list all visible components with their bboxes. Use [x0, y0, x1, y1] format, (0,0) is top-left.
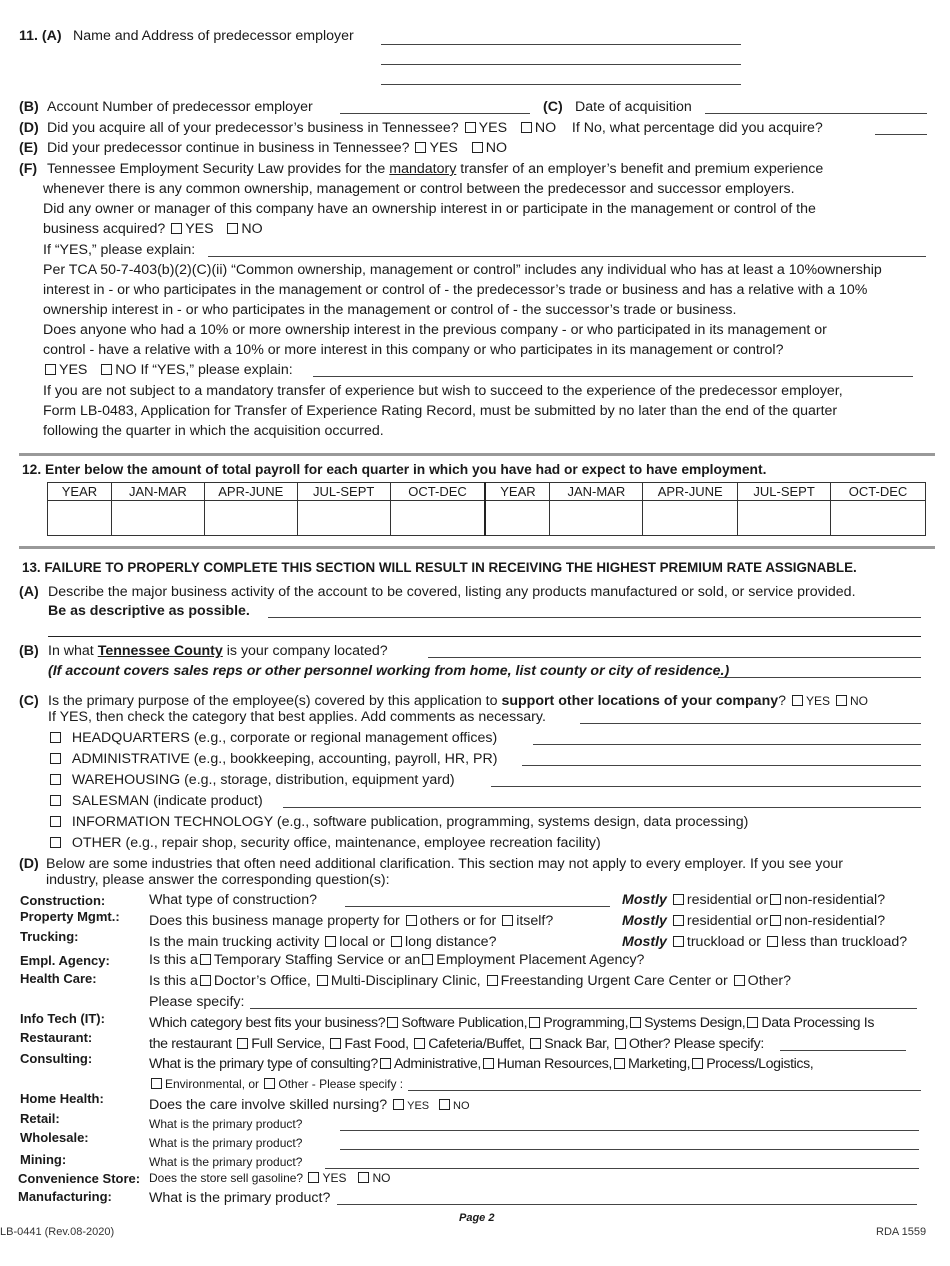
- payroll-input-row: [48, 501, 926, 536]
- restaurant-specify-field[interactable]: [780, 1050, 906, 1051]
- it-q: Which category best fits your business?: [149, 1015, 386, 1031]
- manufacturing-question: What is the primary product?: [149, 1190, 331, 1206]
- page-number: Page 2: [459, 1212, 495, 1224]
- systems-design-checkbox[interactable]: [630, 1017, 641, 1028]
- no-label: NO: [485, 140, 507, 156]
- support-no-checkbox[interactable]: [836, 695, 847, 706]
- health-other-label: Other?: [747, 973, 792, 989]
- rda-number: RDA 1559: [876, 1226, 927, 1238]
- manufacturing-product-field[interactable]: [337, 1204, 917, 1205]
- data-processing-checkbox[interactable]: [747, 1017, 758, 1028]
- section-11-number: 11. (A): [19, 28, 62, 44]
- business-acquired-label: business acquired?: [43, 221, 166, 237]
- marketing-label: Marketing,: [627, 1056, 691, 1072]
- no-label: NO: [849, 694, 868, 708]
- construction-nonresidential-checkbox[interactable]: [770, 894, 781, 905]
- logistics-checkbox[interactable]: [692, 1058, 703, 1069]
- f-line-4: [43, 221, 263, 237]
- support-question-text: Is the primary purpose of the employee(s) covered by this application to: [48, 693, 498, 709]
- software-label: Software Publication,: [401, 1015, 528, 1031]
- f-paragraph-3: following the quarter in which the acquisition occurred.: [43, 423, 384, 439]
- predecessor-address-field-1[interactable]: [381, 64, 741, 65]
- f-line-1: [47, 161, 823, 177]
- home-health-label: Home Health:: [20, 1091, 104, 1106]
- temp-staffing-checkbox[interactable]: [200, 954, 211, 965]
- construction-label: Construction:: [20, 893, 106, 908]
- manufacturing-label: Manufacturing:: [18, 1189, 112, 1204]
- cafeteria-label: Cafeteria/Buffet,: [428, 1036, 525, 1052]
- industries-intro-2: industry, please answer the corresponding question(s):: [46, 872, 390, 888]
- col-header: JAN-MAR: [111, 483, 204, 501]
- owner-yes-checkbox[interactable]: [171, 223, 182, 234]
- empl-q3: Employment Placement Agency?: [436, 952, 645, 968]
- predecessor-address-field-2[interactable]: [381, 84, 741, 85]
- environmental-checkbox[interactable]: [151, 1078, 162, 1089]
- property-q1: Does this business manage property for: [149, 913, 400, 929]
- warehousing-field[interactable]: [491, 786, 921, 787]
- industries-intro-1: Below are some industries that often need additional clarification. This section may not apply to every employer. If you see your: [46, 856, 844, 872]
- health-specify-field[interactable]: [250, 1008, 917, 1009]
- restaurant-question: [149, 1036, 764, 1052]
- urgent-care-checkbox[interactable]: [487, 975, 498, 986]
- yes-label: YES: [429, 140, 458, 156]
- rest-other-label: Other? Please specify:: [628, 1036, 764, 1052]
- trucking-question: [149, 934, 496, 950]
- support-question: [48, 693, 868, 709]
- truckload-label: truckload or: [686, 934, 762, 950]
- support-locations-label: support other locations of your company: [501, 693, 779, 709]
- owner-no-checkbox[interactable]: [227, 223, 238, 234]
- headquarters-field[interactable]: [533, 744, 921, 745]
- it-question: [149, 1015, 874, 1031]
- percentage-field[interactable]: [875, 134, 927, 135]
- tca-line-3: ownership interest in - or who participates in the management or control of - the successor’s trade or business.: [43, 302, 737, 318]
- programming-checkbox[interactable]: [529, 1017, 540, 1028]
- category-salesman: [48, 793, 263, 809]
- payroll-cell[interactable]: [297, 501, 390, 536]
- mining-label: Mining:: [20, 1152, 67, 1167]
- payroll-table: [47, 482, 926, 536]
- date-acquisition-label: Date of acquisition: [575, 99, 692, 115]
- category-administrative: [48, 751, 497, 767]
- full-service-checkbox[interactable]: [237, 1038, 248, 1049]
- mandatory-word: mandatory: [389, 161, 457, 177]
- health-q1: Is this a: [149, 973, 198, 989]
- conv-q: Does the store sell gasoline?: [149, 1171, 304, 1185]
- non-residential-label: non-residential?: [784, 913, 886, 929]
- no-label: NO: [453, 1100, 470, 1112]
- salesman-checkbox[interactable]: [50, 795, 61, 806]
- hr-checkbox[interactable]: [483, 1058, 494, 1069]
- retail-product-field[interactable]: [340, 1130, 919, 1131]
- environmental-label: Environmental, or: [165, 1077, 260, 1091]
- warehousing-checkbox[interactable]: [50, 774, 61, 785]
- mining-question: What is the primary product?: [149, 1155, 303, 1169]
- yes-label: YES: [59, 362, 88, 378]
- health-other-checkbox[interactable]: [734, 975, 745, 986]
- wholesale-label: Wholesale:: [20, 1130, 89, 1145]
- relative-question-1: Does anyone who had a 10% or more ownership interest in the previous company - or who participated in its management or: [43, 322, 827, 338]
- relative-question-3: [43, 362, 293, 378]
- consulting-question: [149, 1056, 813, 1072]
- administrative-label: ADMINISTRATIVE (e.g., bookkeeping, accounting, payroll, HR, PR): [71, 751, 498, 767]
- empl-q1: Is this a: [149, 952, 198, 968]
- county-post: is your company located?: [226, 643, 388, 659]
- health-care-label: Health Care:: [20, 971, 97, 986]
- category-headquarters: [48, 730, 497, 746]
- full-service-label: Full Service,: [251, 1036, 325, 1052]
- section-13-heading: 13. FAILURE TO PROPERLY COMPLETE THIS SECTION WILL RESULT IN RECEIVING THE HIGHEST PREMIUM RATE ASSIGNABLE.: [22, 560, 857, 575]
- consulting-question-2: [149, 1078, 403, 1092]
- urgent-care-label: Freestanding Urgent Care Center or: [500, 973, 728, 989]
- property-q2: others or for: [419, 913, 497, 929]
- truckload-checkbox[interactable]: [673, 936, 684, 947]
- gasoline-no-checkbox[interactable]: [358, 1172, 369, 1183]
- account-number-label: Account Number of predecessor employer: [47, 99, 313, 115]
- software-checkbox[interactable]: [387, 1017, 398, 1028]
- empl-agency-label: Empl. Agency:: [20, 953, 110, 968]
- date-acquisition-field[interactable]: [705, 113, 927, 114]
- home-q: Does the care involve skilled nursing?: [149, 1097, 388, 1113]
- administrative-consult-checkbox[interactable]: [380, 1058, 391, 1069]
- yes-label: YES: [322, 1171, 347, 1185]
- support-yes-checkbox[interactable]: [792, 695, 803, 706]
- category-warehousing: [48, 772, 455, 788]
- mining-product-field[interactable]: [325, 1168, 919, 1169]
- mostly-label: Mostly: [622, 892, 667, 908]
- restaurant-label: Restaurant:: [20, 1030, 93, 1045]
- property-nonresidential-checkbox[interactable]: [770, 915, 781, 926]
- col-header: APR-JUNE: [643, 483, 738, 501]
- retail-question: What is the primary product?: [149, 1117, 303, 1131]
- predecessor-name-label: Name and Address of predecessor employer: [73, 28, 354, 44]
- construction-question: What type of construction?: [149, 892, 317, 908]
- property-others-checkbox[interactable]: [406, 915, 417, 926]
- predecessor-name-field[interactable]: [381, 44, 741, 45]
- payroll-cell[interactable]: [643, 501, 738, 536]
- clinic-label: Multi-Disciplinary Clinic,: [330, 973, 481, 989]
- check-category-label: If YES, then check the category that best applies. Add comments as necessary.: [48, 709, 546, 725]
- trucking-mostly: [622, 934, 907, 950]
- nursing-no-checkbox[interactable]: [439, 1099, 450, 1110]
- payroll-cell[interactable]: [485, 501, 549, 536]
- continue-business-label: Did your predecessor continue in business in Tennessee?: [47, 140, 410, 156]
- payroll-cell[interactable]: [738, 501, 831, 536]
- consulting-label: Consulting:: [20, 1051, 93, 1066]
- tag-13b: (B): [19, 643, 39, 659]
- property-residential-checkbox[interactable]: [673, 915, 684, 926]
- cons-other-label: Other - Please specify :: [278, 1077, 404, 1091]
- account-number-field[interactable]: [340, 113, 530, 114]
- trucking-q1: Is the main trucking activity: [149, 934, 320, 950]
- residential-label: residential or: [686, 892, 769, 908]
- f-line-1a: Tennessee Employment Security Law provides for the: [47, 161, 386, 177]
- relative-question-2: control - have a relative with a 10% or more interest in this company or who participates in its management or control?: [43, 342, 784, 358]
- acquire-all-question: [47, 120, 823, 136]
- programming-label: Programming,: [543, 1015, 629, 1031]
- residential-label: residential or: [686, 913, 769, 929]
- f-line-1b: transfer of an employer’s benefit and premium experience: [460, 161, 824, 177]
- payroll-cell[interactable]: [111, 501, 204, 536]
- f-line-2: whenever there is any common ownership, management or control between the predecessor and successor employers.: [43, 181, 795, 197]
- tag-11b: (B): [19, 99, 39, 115]
- construction-mostly: [622, 892, 885, 908]
- relative-explain-label: If “YES,” please explain:: [140, 362, 293, 378]
- doctors-office-checkbox[interactable]: [200, 975, 211, 986]
- other-label: OTHER (e.g., repair shop, security office, maintenance, employee recreation facility): [71, 835, 601, 851]
- trucking-local-checkbox[interactable]: [325, 936, 336, 947]
- rest-q: the restaurant: [149, 1036, 232, 1052]
- col-header: JUL-SEPT: [297, 483, 390, 501]
- f-line-3: Did any owner or manager of this company have an ownership interest in or participate in the management or control of the: [43, 201, 816, 217]
- tag-11f: (F): [19, 161, 38, 177]
- data-processing-label: Data Processing Is: [761, 1015, 875, 1031]
- col-header: JAN-MAR: [550, 483, 643, 501]
- f-explain-field[interactable]: [208, 256, 926, 257]
- tennessee-county-label: Tennessee County: [97, 643, 223, 659]
- doctors-office-label: Doctor’s Office,: [213, 973, 311, 989]
- percentage-label: If No, what percentage did you acquire?: [571, 120, 823, 136]
- mostly-label: Mostly: [622, 934, 667, 950]
- snack-bar-checkbox[interactable]: [530, 1038, 541, 1049]
- no-label: NO: [372, 1171, 391, 1185]
- trucking-q3: long distance?: [404, 934, 497, 950]
- health-specify-label: Please specify:: [149, 994, 245, 1010]
- col-header: OCT-DEC: [831, 483, 926, 501]
- payroll-cell[interactable]: [204, 501, 297, 536]
- placement-agency-checkbox[interactable]: [422, 954, 433, 965]
- construction-type-field[interactable]: [345, 906, 610, 907]
- headquarters-label: HEADQUARTERS (e.g., corporate or regional management offices): [71, 730, 498, 746]
- no-label: NO: [534, 120, 557, 136]
- systems-design-label: Systems Design,: [644, 1015, 746, 1031]
- snack-bar-label: Snack Bar,: [544, 1036, 610, 1052]
- divider-1: [19, 453, 935, 456]
- f-explain-label: If “YES,” please explain:: [43, 242, 196, 258]
- section-12-heading: 12. Enter below the amount of total payroll for each quarter in which you have had or expect to have employment.: [22, 462, 767, 477]
- continue-no-checkbox[interactable]: [472, 142, 483, 153]
- other-checkbox[interactable]: [50, 837, 61, 848]
- tca-line-1: Per TCA 50-7-403(b)(2)(C)(ii) “Common ownership, management or control” includes any individual who has at least a 10%ownership: [43, 262, 882, 278]
- property-q3: itself?: [516, 913, 554, 929]
- payroll-cell[interactable]: [831, 501, 926, 536]
- trucking-q2: local or: [339, 934, 386, 950]
- trucking-long-checkbox[interactable]: [391, 936, 402, 947]
- it-checkbox[interactable]: [50, 816, 61, 827]
- no-label: NO: [241, 221, 263, 237]
- fast-food-label: Fast Food,: [344, 1036, 409, 1052]
- warehousing-label: WAREHOUSING (e.g., storage, distribution, equipment yard): [71, 772, 455, 788]
- activity-field-2[interactable]: [48, 636, 921, 637]
- relative-no-checkbox[interactable]: [101, 364, 112, 375]
- tag-11c: (C): [543, 99, 563, 115]
- convenience-question: [149, 1172, 390, 1186]
- relative-yes-checkbox[interactable]: [45, 364, 56, 375]
- wholesale-product-field[interactable]: [340, 1149, 919, 1150]
- county-note: (If account covers sales reps or other personnel working from home, list county or city of residence.): [48, 663, 730, 679]
- county-pre: In what: [48, 643, 94, 659]
- category-it: [48, 814, 748, 830]
- convenience-store-label: Convenience Store:: [18, 1171, 141, 1186]
- consulting-specify-field[interactable]: [408, 1090, 921, 1091]
- col-header: JUL-SEPT: [738, 483, 831, 501]
- clinic-checkbox[interactable]: [317, 975, 328, 986]
- yes-label: YES: [185, 221, 214, 237]
- f-paragraph-2: Form LB-0483, Application for Transfer of Experience Rating Record, must be submitted by no later than the end of the quarter: [43, 403, 838, 419]
- retail-label: Retail:: [20, 1111, 60, 1126]
- activity-field-1[interactable]: [268, 617, 921, 618]
- property-itself-checkbox[interactable]: [502, 915, 513, 926]
- property-label: Property Mgmt.:: [20, 909, 120, 924]
- tca-line-2: interest in - or who participates in the management or control of - the predecessor’s trade or business and has a relative with a 10%: [43, 282, 868, 298]
- fast-food-checkbox[interactable]: [330, 1038, 341, 1049]
- cons-q: What is the primary type of consulting?: [149, 1056, 378, 1072]
- question-mark: ?: [778, 693, 787, 709]
- be-descriptive-label: Be as descriptive as possible.: [48, 603, 250, 619]
- acquire-all-no-checkbox[interactable]: [521, 122, 532, 133]
- describe-activity-label: Describe the major business activity of the account to be covered, listing any products manufactured or sold, or service provided.: [48, 584, 856, 600]
- cafeteria-checkbox[interactable]: [414, 1038, 425, 1049]
- empl-q2: Temporary Staffing Service or an: [213, 952, 421, 968]
- headquarters-checkbox[interactable]: [50, 732, 61, 743]
- tag-11e: (E): [19, 140, 38, 156]
- form-number: LB-0441 (Rev.08-2020): [0, 1226, 115, 1238]
- payroll-cell[interactable]: [550, 501, 643, 536]
- rest-other-checkbox[interactable]: [615, 1038, 626, 1049]
- continue-yes-checkbox[interactable]: [415, 142, 426, 153]
- col-header: APR-JUNE: [204, 483, 297, 501]
- construction-residential-checkbox[interactable]: [673, 894, 684, 905]
- hr-label: Human Resources,: [496, 1056, 612, 1072]
- it-label: Info Tech (IT):: [20, 1011, 105, 1026]
- category-other: [48, 835, 601, 851]
- tag-13a: (A): [19, 584, 39, 600]
- tag-13d: (D): [19, 856, 39, 872]
- salesman-label: SALESMAN (indicate product): [71, 793, 263, 809]
- county-question: [48, 643, 388, 659]
- county-field[interactable]: [428, 657, 921, 658]
- county-residence-field[interactable]: [718, 677, 921, 678]
- non-residential-label: non-residential?: [784, 892, 886, 908]
- acquire-all-yes-checkbox[interactable]: [465, 122, 476, 133]
- administrative-consult-label: Administrative,: [393, 1056, 481, 1072]
- col-header: OCT-DEC: [390, 483, 485, 501]
- payroll-header-row: [48, 483, 926, 501]
- administrative-field[interactable]: [522, 765, 921, 766]
- mostly-label: Mostly: [622, 913, 667, 929]
- trucking-label: Trucking:: [20, 929, 79, 944]
- tag-13c: (C): [19, 693, 39, 709]
- no-label: NO: [115, 362, 137, 378]
- relative-explain-field[interactable]: [313, 376, 913, 377]
- f-paragraph-1: If you are not subject to a mandatory transfer of experience but wish to succeed to the experience of the predecessor employer,: [43, 383, 843, 399]
- yes-label: YES: [407, 1100, 430, 1112]
- empl-question: [149, 952, 644, 968]
- nursing-yes-checkbox[interactable]: [393, 1099, 404, 1110]
- continue-business-question: [47, 140, 507, 156]
- marketing-checkbox[interactable]: [614, 1058, 625, 1069]
- col-header: YEAR: [48, 483, 112, 501]
- health-question: [149, 973, 791, 989]
- wholesale-question: What is the primary product?: [149, 1136, 303, 1150]
- property-mostly: [622, 913, 885, 929]
- payroll-cell[interactable]: [48, 501, 112, 536]
- home-health-question: [149, 1097, 470, 1113]
- it-label: INFORMATION TECHNOLOGY (e.g., software publication, programming, systems design, data processing): [71, 814, 749, 830]
- administrative-checkbox[interactable]: [50, 753, 61, 764]
- payroll-cell[interactable]: [390, 501, 485, 536]
- acquire-all-label: Did you acquire all of your predecessor’s business in Tennessee?: [47, 120, 459, 136]
- gasoline-yes-checkbox[interactable]: [308, 1172, 319, 1183]
- less-truckload-label: less than truckload?: [780, 934, 908, 950]
- cons-other-checkbox[interactable]: [264, 1078, 275, 1089]
- property-question: [149, 913, 553, 929]
- divider-2: [19, 546, 935, 549]
- yes-label: YES: [805, 694, 830, 708]
- salesman-field[interactable]: [283, 807, 921, 808]
- tag-11d: (D): [19, 120, 39, 136]
- logistics-label: Process/Logistics,: [706, 1056, 814, 1072]
- category-comment-field[interactable]: [580, 723, 921, 724]
- yes-label: YES: [478, 120, 508, 136]
- col-header: YEAR: [485, 483, 549, 501]
- less-truckload-checkbox[interactable]: [767, 936, 778, 947]
